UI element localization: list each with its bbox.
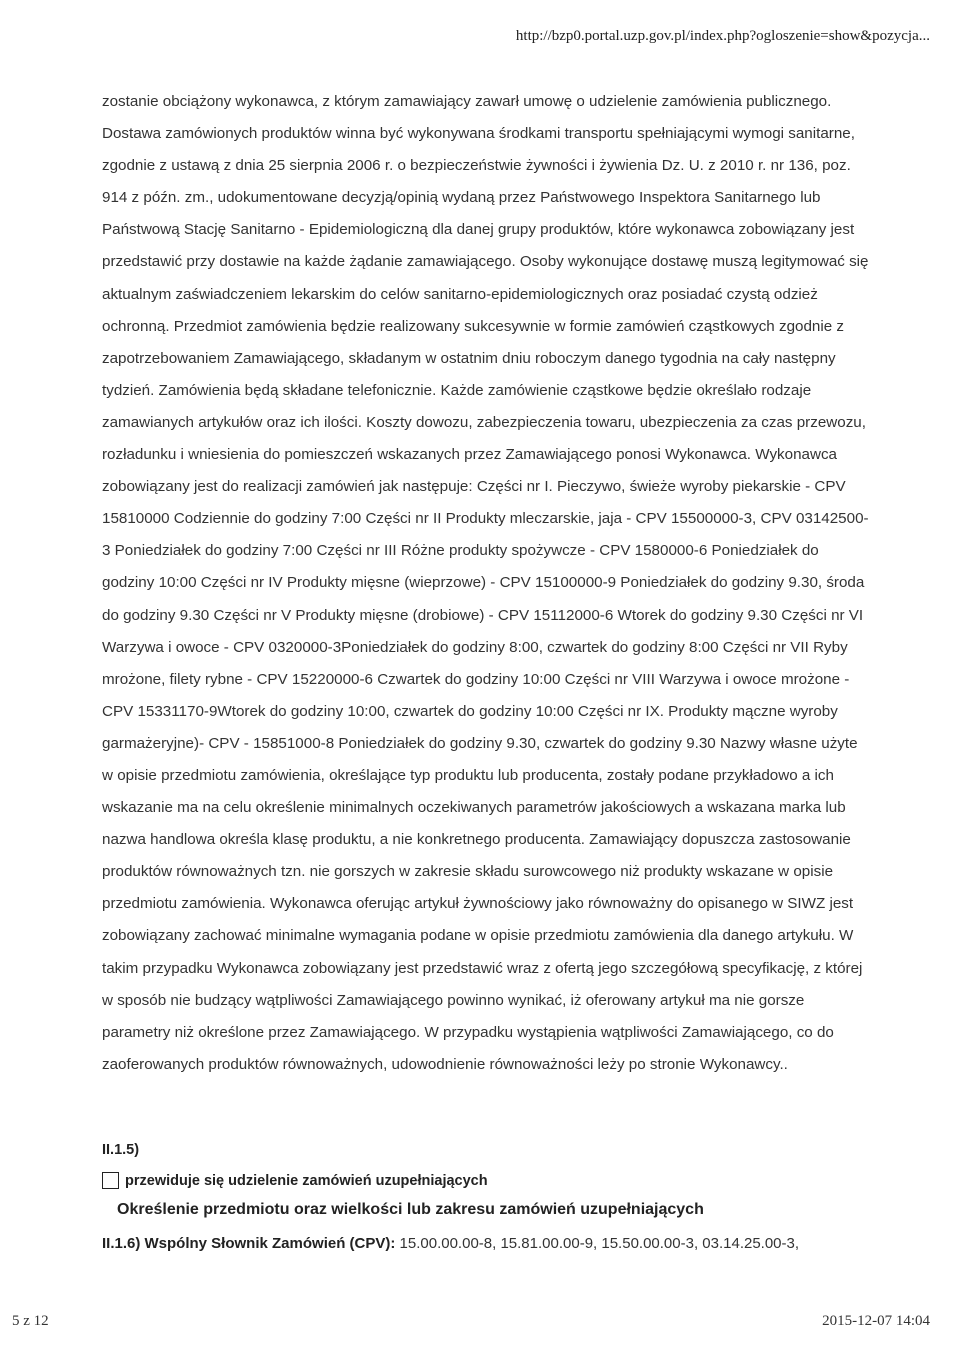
supplementary-orders-checkbox[interactable] [102,1172,119,1189]
supplementary-orders-subheading: Określenie przedmiotu oraz wielkości lub zakresu zamówień uzupełniających [117,1201,704,1218]
cpv-line [102,1235,799,1252]
page-url: http://bzp0.portal.uzp.gov.pl/index.php?ogloszenie=show&pozycja... [515,28,930,44]
supplementary-orders-option [102,1172,488,1189]
cpv-label: II.1.6) Wspólny Słownik Zamówień (CPV): [102,1235,396,1252]
description-body [102,86,872,1081]
section-number-ii-1-5: II.1.5) [102,1142,140,1158]
page-counter: 5 z 12 [12,1313,49,1329]
description-paragraph: zostanie obciążony wykonawca, z którym zamawiający zawarł umowę o udzielenie zamówienia publicznego. Dostawa zamówionych produktów winna być wykonywana środkami transportu spełniającymi wymogi sanitarne, zgodnie z ustawą z dnia 25 sierpnia 2006 r. o bezpieczeństwie żywności i żywienia Dz. U. z 2010 r. nr 136, poz. 914 z późn. zm., udokumentowane decyzją/opinią wydaną przez Państwowego Inspektora Sanitarnego lub Państwową Stację Sanitarno - Epidemiologiczną dla danej grupy produktów, które wykonawca zobowiązany jest przedstawić przy dostawie na każde żądanie zamawiającego. Osoby wykonujące dostawę muszą legitymować się aktualnym zaświadczeniem lekarskim do celów sanitarno-epidemiologicznych oraz posiadać czystą odzież ochronną. Przedmiot zamówienia będzie realizowany sukcesywnie w formie zamówień cząstkowych zgodnie z zapotrzebowaniem Zamawiającego, składanym w ostatnim dniu roboczym danego tygodnia na cały następny tydzień. Zamówienia będą składane telefonicznie. Każde zamówienie cząstkowe będzie określało rodzaje zamawianych artykułów oraz ich ilości. Koszty dowozu, zabezpieczenia towaru, ubezpieczenia za czas przewozu, rozładunku i wniesienia do pomieszczeń wskazanych przez Zamawiającego ponosi Wykonawca. Wykonawca zobowiązany jest do realizacji zamówień jak następuje: Części nr I. Pieczywo, świeże wyroby piekarskie - CPV 15810000 Codziennie do godziny 7:00 Części nr II Produkty mleczarskie, jaja - CPV 15500000-3, CPV 03142500-3 Poniedziałek do godziny 7:00 Części nr III Różne produkty spożywcze - CPV 1580000-6 Poniedziałek do godziny 10:00 Części nr IV Produkty mięsne (wieprzowe) - CPV 15100000-9 Poniedziałek do godziny 9.30, środa do godziny 9.30 Części nr V Produkty mięsne (drobiowe) - CPV 15112000-6 Wtorek do godziny 9.30 Części nr VI Warzywa i owoce - CPV 0320000-3Poniedziałek do godziny 8:00, czwartek do godziny 8:00 Części nr VII Ryby mrożone, filety rybne - CPV 15220000-6 Czwartek do godziny 10:00 Części nr VIII Warzywa i owoce mrożone - CPV 15331170-9Wtorek do godziny 10:00, czwartek do godziny 10:00 Części nr IX. Produkty mączne wyroby garmażeryjne)- CPV - 15851000-8 Poniedziałek do godziny 9.30, czwartek do godziny 9.30 Nazwy własne użyte w opisie przedmiotu zamówienia, określające typ produktu lub producenta, zostały podane przykładowo a ich wskazanie ma na celu określenie minimalnych oczekiwanych parametrów jakościowych a wskazana marka lub nazwa handlowa określa klasę produktu, a nie konkretnego producenta. Zamawiający dopuszcza zastosowanie produktów równoważnych tzn. nie gorszych w zakresie składu surowcowego niż produkty wskazane w opisie przedmiotu zamówienia. Wykonawca oferując artykuł żywnościowy jako równoważny do opisanego w SIWZ jest zobowiązany zachować minimalne wymagania podane w opisie przedmiotu zamówienia dla danego artykułu. W takim przypadku Wykonawca zobowiązany jest przedstawić wraz z ofertą jego szczegółową specyfikację, z której w sposób nie budzący wątpliwości Zamawiającego powinno wynikać, iż oferowany artykuł ma nie gorsze parametry niż określone przez Zamawiającego. W przypadku wystąpienia wątpliwości Zamawiającego, co do zaoferowanych produktów równoważnych, udowodnienie równoważności leży po stronie Wykonawcy.. [102,93,869,1073]
supplementary-orders-label: przewiduje się udzielenie zamówień uzupełniających [125,1172,488,1189]
cpv-codes: 15.00.00.00-8, 15.81.00.00-9, 15.50.00.00-3, 03.14.25.00-3, [395,1235,800,1252]
print-timestamp: 2015-12-07 14:04 [822,1313,930,1329]
